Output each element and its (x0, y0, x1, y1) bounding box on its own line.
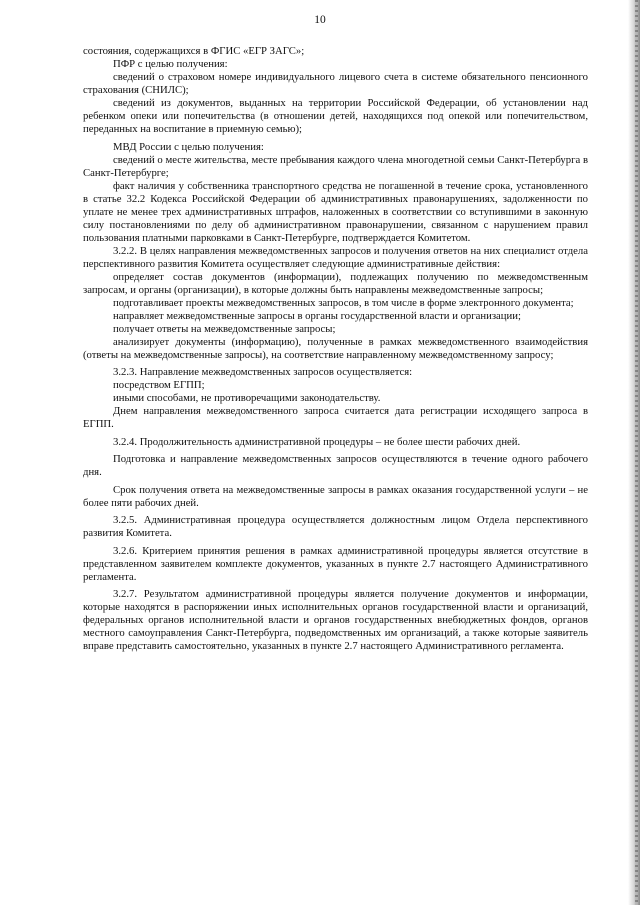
paragraph: посредством ЕГПП; (113, 379, 205, 391)
paragraph: сведений из документов, выданных на территории Российской Федерации, об установлении над ребенком опеки или попечительства (в отношении детей, находящихся под опекой или попечительством, переданных на воспитание в приемную семью); (83, 97, 588, 135)
paragraph: состояния, содержащихся в ФГИС «ЕГР ЗАГС»; (83, 45, 305, 57)
paragraph: факт наличия у собственника транспортного средства не погашенной в течение срока, установленного в статье 32.2 Кодекса Российской Федерации об административных правонарушениях, задолженности по уплате не менее трех административных штрафов, наложенных в соответствии со вступившими в законную силу постановлениями по делу об административном правонарушении, связанном с нарушением правил пользования платными парковками в Санкт-Петербурге, подтверждается Комитетом. (83, 179, 588, 244)
paragraph: 3.2.7. Результатом административной процедуры является получение документов и информации, которые находятся в распоряжении иных исполнительных органов государственной власти и организаций, федеральных органов исполнительной власти и органов государственных внебюджетных фондов, органов местного самоуправления Санкт-Петербурга, подведомственных им организаций, а также которые заявитель вправе представить самостоятельно, указанных в пункте 2.7 настоящего Административного регламента. (83, 588, 588, 652)
paragraph: Днем направления межведомственного запроса считается дата регистрации исходящего запроса в ЕГПП. (83, 405, 588, 430)
paragraph: получает ответы на межведомственные запросы; (113, 322, 336, 335)
paragraph: подготавливает проекты межведомственных запросов, в том числе в форме электронного документа; (113, 296, 574, 309)
scan-edge-shadow (628, 0, 640, 905)
paragraph: 3.2.6. Критерием принятия решения в рамках административной процедуры является отсутствие в представленном заявителем комплекте документов, указанных в пункте 2.7 настоящего Административного регламента. (83, 544, 588, 583)
scan-edge-texture (635, 0, 638, 905)
paragraph: сведений о месте жительства, месте пребывания каждого члена многодетной семьи Санкт-Петербурга в Санкт-Петербурге; (83, 153, 588, 179)
paragraph: ПФР с целью получения: (113, 58, 228, 70)
paragraph: Подготовка и направление межведомственных запросов осуществляются в течение одного рабочего дня. (83, 453, 588, 478)
paragraph: МВД России с целью получения: (113, 140, 264, 153)
paragraph: анализирует документы (информацию), полученные в рамках межведомственного взаимодействия (ответы на межведомственные запросы), на соответствие направленному межведомственному запросу; (83, 335, 588, 361)
paragraph: 3.2.3. Направление межведомственных запросов осуществляется: (113, 366, 413, 378)
paragraph: определяет состав документов (информации), подлежащих получению по межведомственным запросам, и органы (организации), в которые должны быть направлены межведомственные запросы; (83, 270, 588, 296)
page-number: 10 (314, 14, 326, 26)
paragraph: направляет межведомственные запросы в органы государственной власти и организации; (113, 309, 521, 322)
paragraph: сведений о страховом номере индивидуального лицевого счета в системе обязательного пенсионного страхования (СНИЛС); (83, 71, 588, 96)
paragraph: 3.2.4. Продолжительность административной процедуры – не более шести рабочих дней. (113, 435, 521, 448)
paragraph: иными способами, не противоречащими законодательству. (113, 392, 381, 404)
paragraph: 3.2.5. Административная процедура осуществляется должностным лицом Отдела перспективного развития Комитета. (83, 514, 588, 539)
document-body (83, 45, 588, 653)
paragraph: Срок получения ответа на межведомственные запросы в рамках оказания государственной услуги – не более пяти рабочих дней. (83, 483, 588, 509)
paragraph: 3.2.2. В целях направления межведомственных запросов и получения ответов на них специалист отдела перспективного развития Комитета осуществляет следующие административные действия: (83, 244, 588, 270)
